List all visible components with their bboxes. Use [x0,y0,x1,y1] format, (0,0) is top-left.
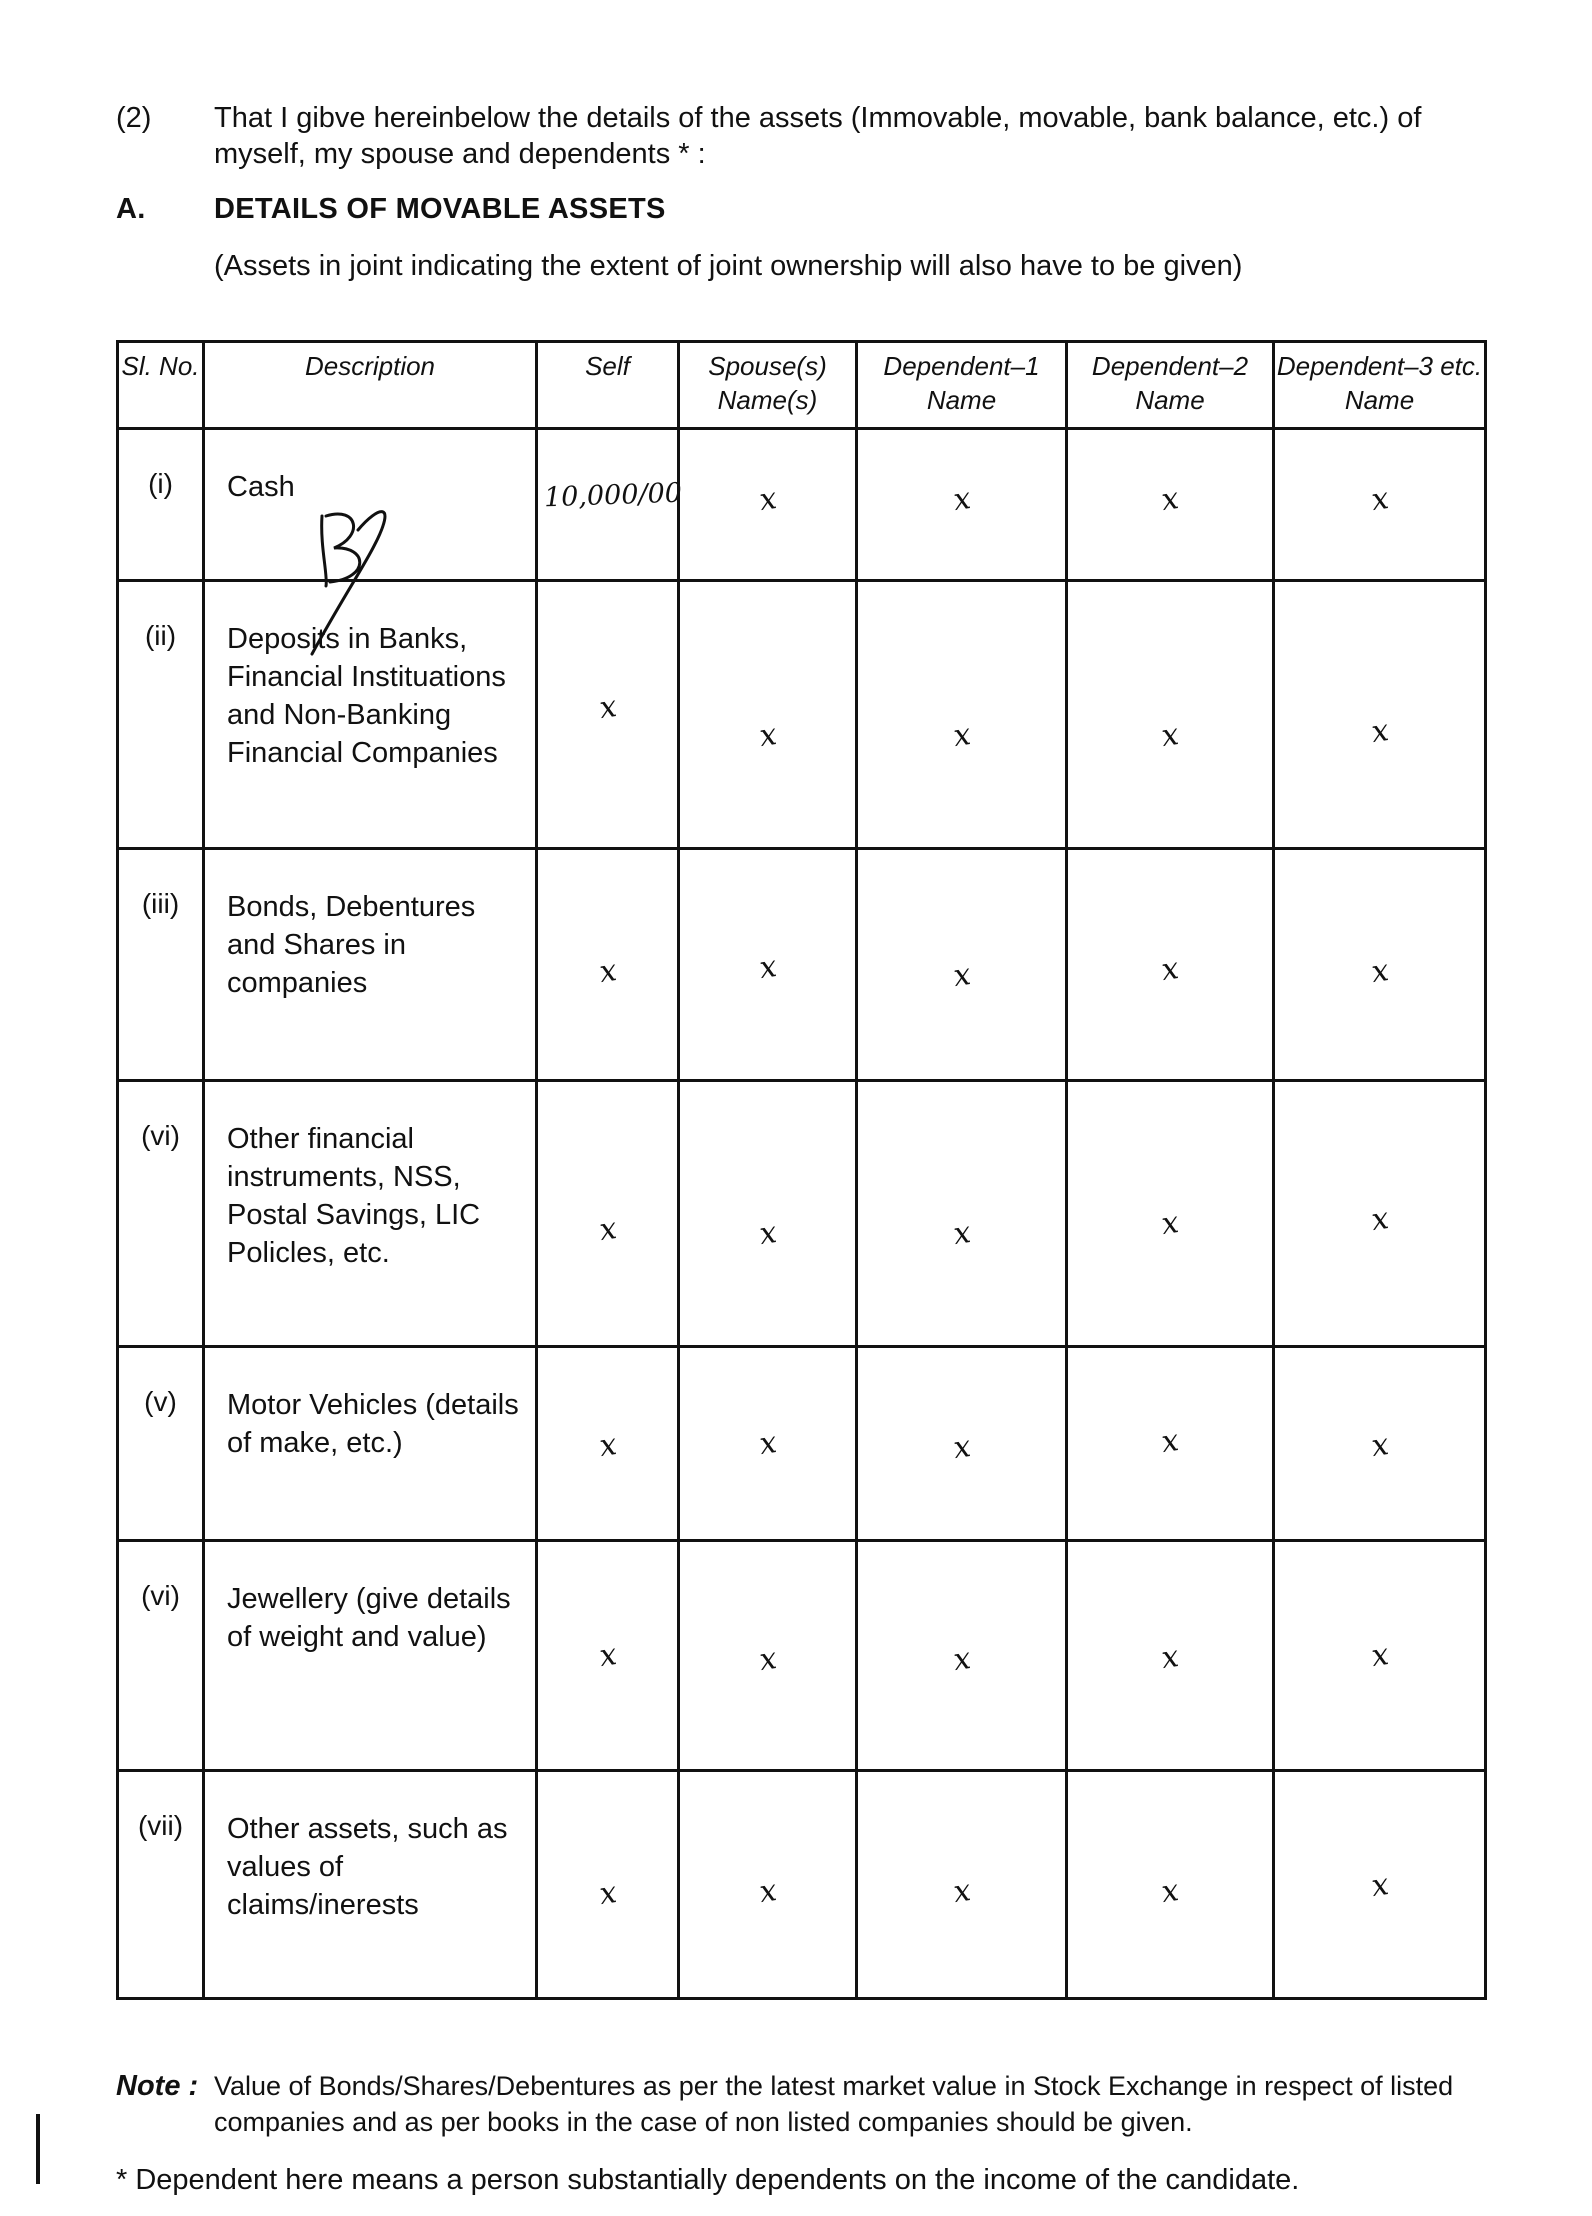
row-sl-no: (vii) [118,1771,204,1999]
cross-mark: x [596,1210,619,1249]
row-description: Other assets, such as values of claims/inerests [204,1771,537,1999]
cross-mark: x [1159,1204,1181,1243]
cash-self-value: 10,000/00 [543,477,683,514]
cross-mark: x [756,716,779,755]
cross-mark: x [596,1426,619,1465]
cross-mark: x [1368,480,1391,519]
cross-mark: x [756,480,779,519]
table-row [118,1347,1486,1541]
cross-mark: x [596,688,619,727]
row-description: Motor Vehicles (details of make, etc.) [204,1347,537,1541]
row-sl-no: (vi) [118,1081,204,1347]
cross-mark: x [596,952,619,991]
cross-mark: x [756,1214,779,1253]
cell-spouse [679,1347,857,1541]
cross-mark: x [1368,1426,1391,1465]
cell-self [537,429,683,581]
cell-dependent-1 [857,581,1067,849]
cell-dependent-2 [1067,581,1274,849]
cell-self [537,1347,679,1541]
row-sl-no: (iii) [118,849,204,1081]
cross-mark: x [596,1636,619,1675]
cell-dependent-2 [1067,1541,1274,1771]
dependent-footnote: * Dependent here means a person substantially dependents on the income of the candidate. [116,2164,1300,2196]
header-spouse: Spouse(s) Name(s) [679,342,857,429]
cell-dependent-3 [1274,1347,1486,1541]
cross-mark: x [1368,1636,1391,1675]
cell-spouse [679,429,857,581]
cross-mark: x [950,716,973,755]
header-dependent-1: Dependent–1 Name [857,342,1067,429]
cell-dependent-3 [1274,1541,1486,1771]
cross-mark: x [950,956,973,995]
cross-mark: x [756,1424,779,1463]
cross-mark: x [596,1874,619,1913]
header-self: Self [537,342,679,429]
cross-mark: x [1368,712,1391,751]
header-description: Description [204,342,537,429]
row-description: Bonds, Debentures and Shares in companies [204,849,537,1081]
cell-spouse [679,849,857,1081]
row-sl-no: (vi) [118,1541,204,1771]
cross-mark: x [756,948,779,987]
row-sl-no: (v) [118,1347,204,1541]
cell-dependent-2 [1067,429,1274,581]
cell-dependent-3 [1274,1771,1486,1999]
cross-mark: x [1159,1638,1181,1677]
cell-spouse [679,1771,857,1999]
cross-mark: x [1368,1866,1391,1905]
cell-dependent-3 [1274,849,1486,1081]
cross-mark: x [1159,480,1181,519]
table-row [118,849,1486,1081]
handwritten-signature [298,486,408,656]
note-text: Value of Bonds/Shares/Debentures as per the latest market value in Stock Exchange in respect of listed companies and as per books in the case of non listed companies should be given. [214,2071,1454,2137]
cell-dependent-2 [1067,1347,1274,1541]
intro-number: (2) [116,102,152,134]
cell-dependent-1 [857,849,1067,1081]
section-title: DETAILS OF MOVABLE ASSETS [214,193,666,225]
cell-spouse [679,581,857,849]
cross-mark: x [1159,950,1181,989]
cell-self [537,849,679,1081]
cell-spouse [679,1081,857,1347]
cell-dependent-1 [857,1347,1067,1541]
cross-mark: x [1159,716,1181,755]
row-description: Deposits in Banks, Financial Instituations and Non-Banking Financial Companies [204,581,537,849]
intro-text: That I gibve hereinbelow the details of the assets (Immovable, movable, bank balance, etc.) of myself, my spouse and dependents * : [214,102,1422,170]
cross-mark: x [950,1640,973,1679]
row-description: Other financial instruments, NSS, Postal Savings, LIC Policles, etc. [204,1081,537,1347]
header-dependent-2: Dependent–2 Name [1067,342,1274,429]
cell-self [537,1081,679,1347]
cross-mark: x [950,1428,973,1467]
table-row [118,1541,1486,1771]
cell-dependent-1 [857,1081,1067,1347]
cross-mark: x [1159,1872,1181,1911]
cell-self [537,1771,679,1999]
cross-mark: x [1159,1422,1181,1461]
cell-dependent-1 [857,1541,1067,1771]
intro-paragraph [116,100,1506,180]
header-dependent-3: Dependent–3 etc. Name [1274,342,1486,429]
cell-dependent-3 [1274,581,1486,849]
cross-mark: x [756,1640,779,1679]
header-sl-no: Sl. No. [118,342,204,429]
section-subtitle: (Assets in joint indicating the extent of joint ownership will also have to be given) [214,250,1243,282]
row-description: Jewellery (give details of weight and value) [204,1541,537,1771]
section-letter: A. [116,193,146,225]
cell-dependent-3 [1274,429,1486,581]
row-sl-no: (ii) [118,581,204,849]
cross-mark: x [950,1872,973,1911]
cross-mark: x [950,480,973,519]
cross-mark: x [756,1872,779,1911]
cell-dependent-1 [857,1771,1067,1999]
cell-spouse [679,1541,857,1771]
row-sl-no: (i) [118,429,204,581]
note-lead: Note : [116,2070,199,2102]
cell-self [537,1541,679,1771]
margin-mark [36,2114,40,2184]
cell-dependent-2 [1067,849,1274,1081]
table-header-row [118,342,1486,429]
cell-self [537,581,679,849]
cell-dependent-2 [1067,1081,1274,1347]
cross-mark: x [1368,1200,1391,1239]
row-description: Cash [204,429,537,581]
cell-dependent-2 [1067,1771,1274,1999]
table-row [118,1771,1486,1999]
cross-mark: x [1368,952,1391,991]
table-row [118,1081,1486,1347]
cell-dependent-3 [1274,1081,1486,1347]
cross-mark: x [950,1214,973,1253]
cell-dependent-1 [857,429,1067,581]
